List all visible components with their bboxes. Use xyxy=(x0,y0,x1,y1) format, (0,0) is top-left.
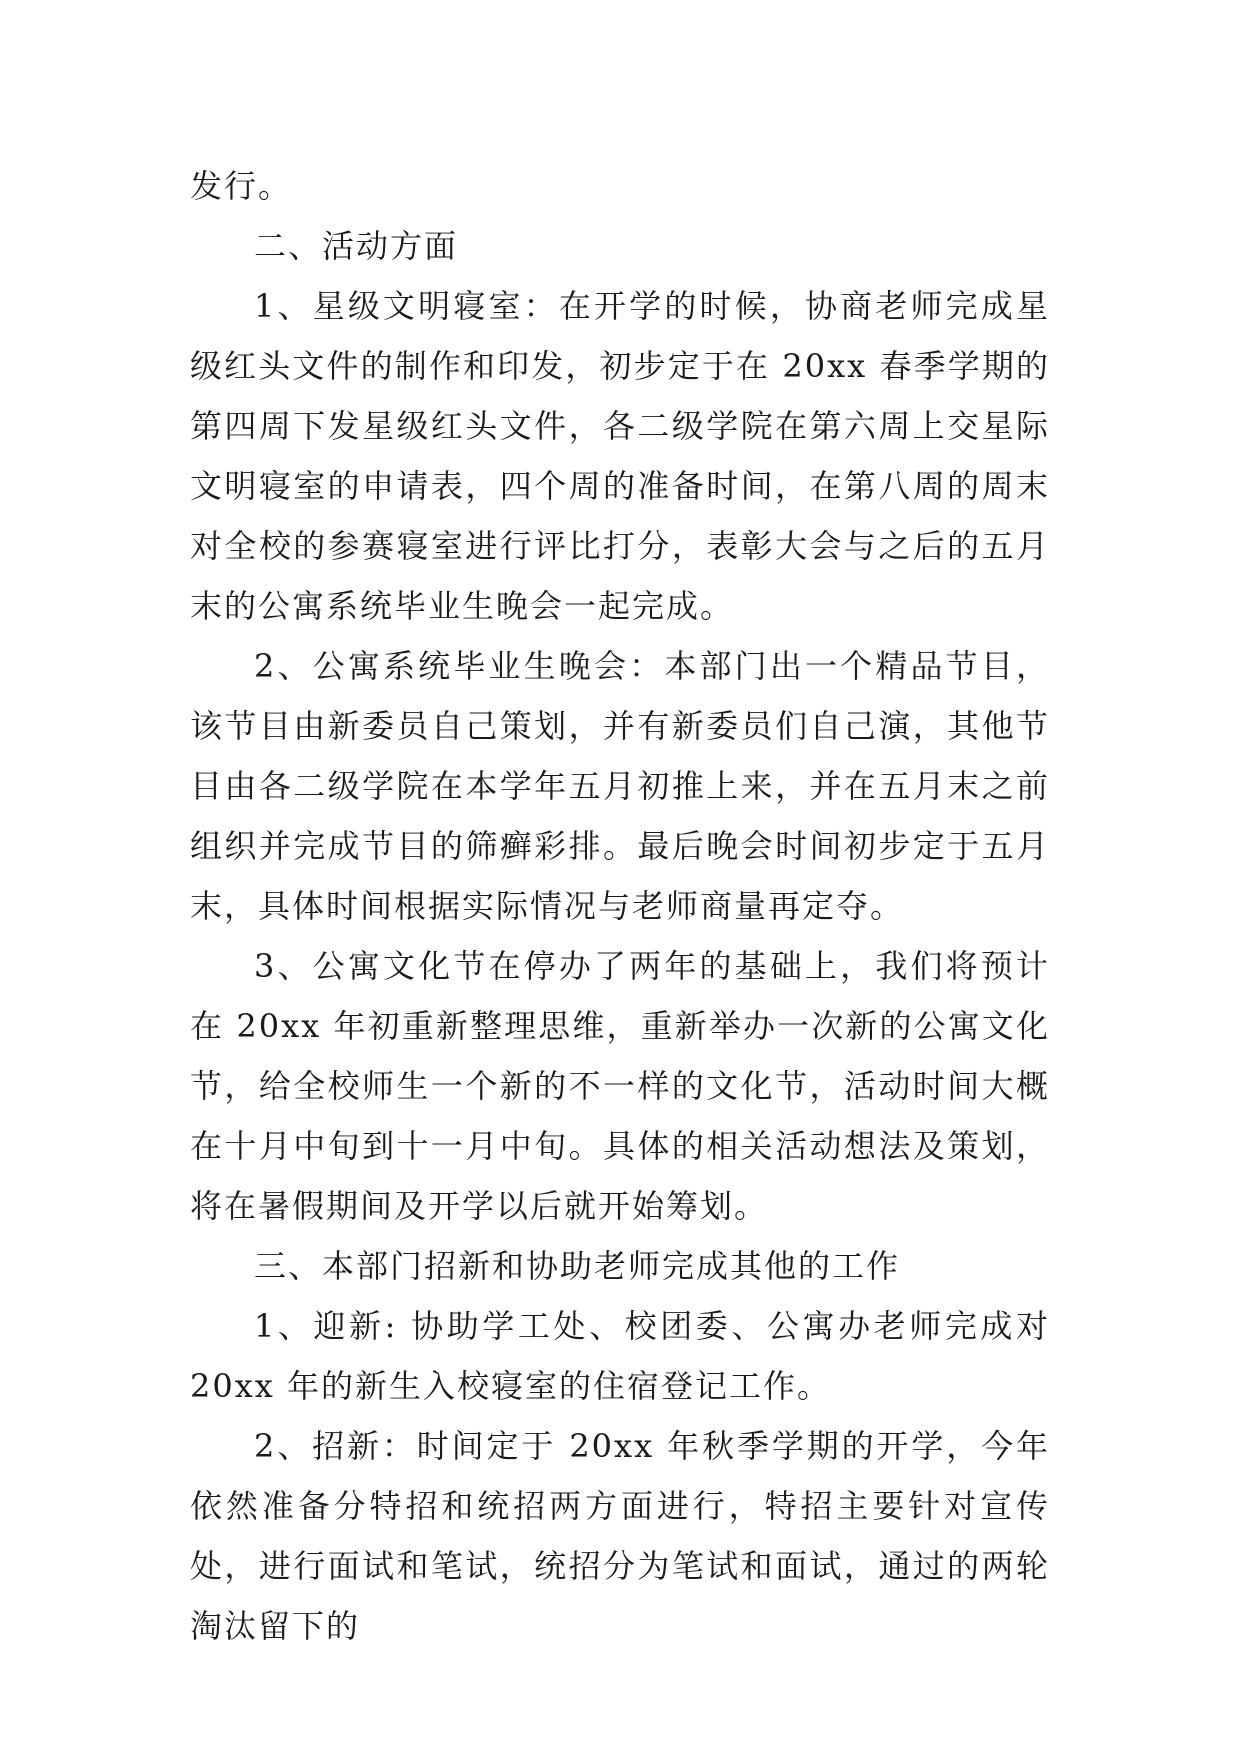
paragraph-continuation: 发行。 xyxy=(190,167,293,205)
paragraph-recruit-members: 2、招新：时间定于 20xx 年秋季学期的开学，今年依然准备分特招和统招两方面进行，特招主要针对宣传处，进行面试和笔试，统招分为笔试和面试，通过的两轮淘汰留下的 xyxy=(190,1427,1050,1645)
paragraph-welcome-new-students: 1、迎新: 协助学工处、校团委、公寓办老师完成对 20xx 年的新生入校寝室的住宿登记工作。 xyxy=(190,1307,1050,1405)
document-body xyxy=(190,156,1050,1656)
paragraph-graduation-gala: 2、公寓系统毕业生晚会：本部门出一个精品节目，该节目由新委员自己策划，并有新委员们自己演，其他节目由各二级学院在本学年五月初推上来，并在五月末之前组织并完成节目的筛癣彩排。最后晚会时间初步定于五月末，具体时间根据实际情况与老师商量再定夺。 xyxy=(190,647,1050,925)
section-heading-recruitment: 三、本部门招新和协助老师完成其他的工作 xyxy=(254,1247,901,1285)
section-heading-activities: 二、活动方面 xyxy=(254,227,459,265)
paragraph-culture-festival: 3、公寓文化节在停办了两年的基础上，我们将预计在 20xx 年初重新整理思维，重新举办一次新的公寓文化节，给全校师生一个新的不一样的文化节，活动时间大概在十月中旬到十一月中旬。具体的相关活动想法及策划，将在暑假期间及开学以后就开始筹划。 xyxy=(190,947,1050,1225)
paragraph-star-dorm: 1、星级文明寝室：在开学的时候，协商老师完成星级红头文件的制作和印发，初步定于在 20xx 春季学期的第四周下发星级红头文件，各二级学院在第六周上交星际文明寝室的申请表，四个周的准备时间，在第八周的周末对全校的参赛寝室进行评比打分，表彰大会与之后的五月末的公寓系统毕业生晚会一起完成。 xyxy=(190,287,1050,625)
